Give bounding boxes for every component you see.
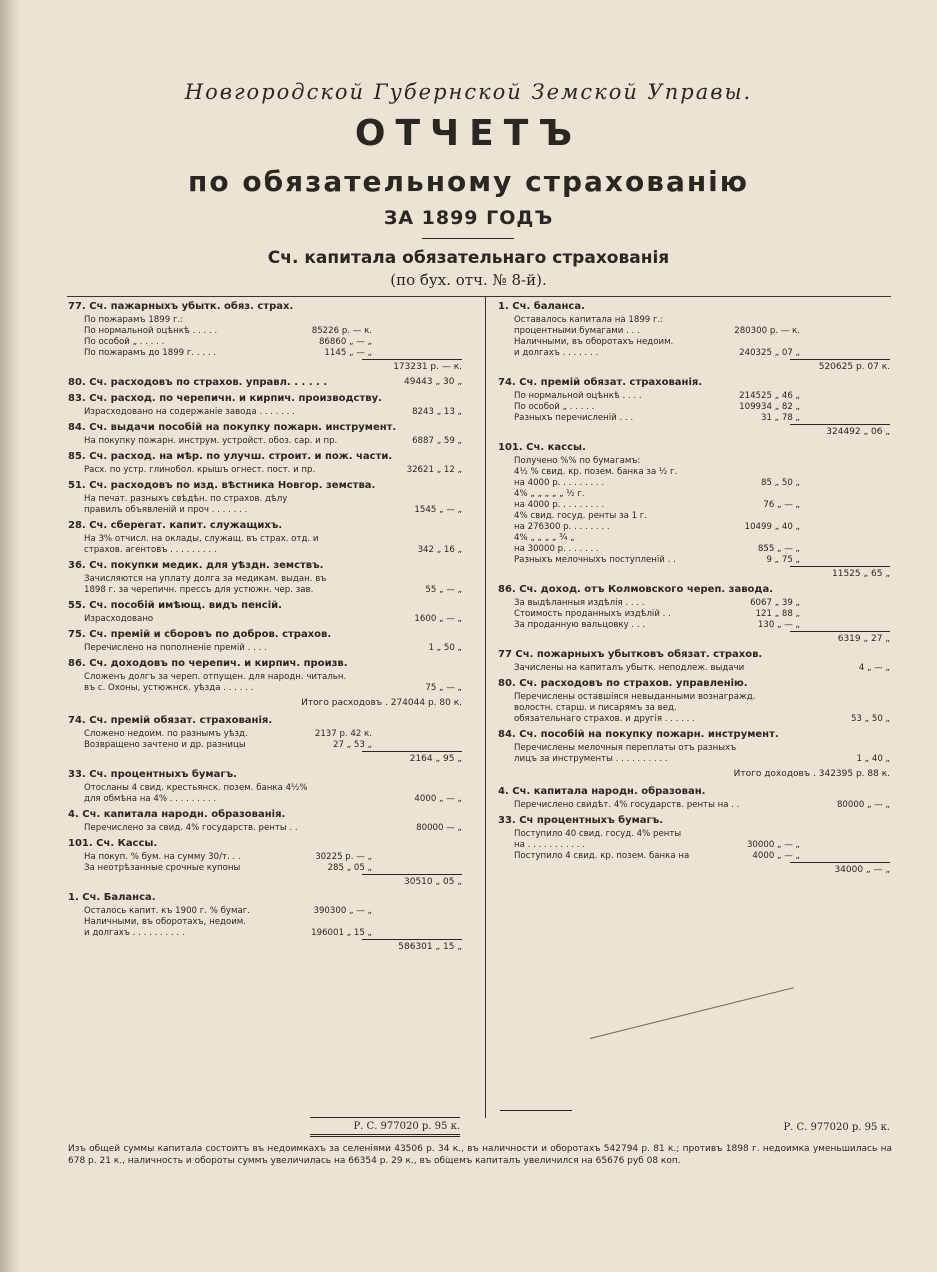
entry-amount: 280300 р. — к. bbox=[734, 326, 800, 336]
entry-line bbox=[68, 917, 462, 928]
entry-text: для обмѣна на 4% . . . . . . . . . bbox=[84, 794, 217, 804]
account-section bbox=[68, 628, 462, 654]
entry-line bbox=[498, 467, 890, 478]
entry-text: Оставалось капитала на 1899 г.: bbox=[514, 315, 664, 325]
entry-line bbox=[498, 391, 890, 402]
entry-text: Осталось капит. къ 1900 г. % бумаг. bbox=[84, 906, 251, 916]
entry-amount: 85 „ 50 „ bbox=[761, 478, 800, 488]
entry-amount: 1545 „ — „ bbox=[414, 505, 462, 515]
total-amount: 324492 „ 06 „ bbox=[826, 427, 890, 437]
account-title-text: 77. Сч. пажарныхъ убытк. обяз. страх. bbox=[68, 301, 294, 312]
section-total bbox=[68, 751, 462, 765]
account-title bbox=[68, 421, 462, 434]
account-title-text: 33. Сч. процентныхъ бумагъ. bbox=[68, 769, 237, 780]
entry-amount: 80000 — „ bbox=[416, 823, 462, 833]
entry-line bbox=[68, 614, 462, 625]
entry-text: 1898 г. за черепичн. прессъ для устюжн. чер. зав. bbox=[84, 585, 314, 595]
account-title bbox=[68, 837, 462, 850]
entry-line bbox=[498, 402, 890, 413]
account-title bbox=[68, 479, 462, 492]
total-amount: 34000 „ — „ bbox=[834, 865, 890, 875]
entry-line bbox=[498, 663, 890, 674]
entry-line bbox=[68, 740, 462, 751]
entry-line bbox=[498, 533, 890, 544]
total-amount: 586301 „ 15 „ bbox=[398, 942, 462, 952]
account-title bbox=[498, 648, 890, 661]
section-total bbox=[498, 631, 890, 645]
entry-line bbox=[498, 598, 890, 609]
entry-amount: 32621 „ 12 „ bbox=[406, 465, 462, 475]
entry-line bbox=[498, 511, 890, 522]
entry-line bbox=[498, 500, 890, 511]
account-title bbox=[498, 300, 890, 313]
entry-line bbox=[68, 545, 462, 556]
account-section bbox=[498, 677, 890, 725]
section-total bbox=[68, 874, 462, 888]
total-rule bbox=[790, 862, 890, 863]
account-title bbox=[498, 583, 890, 596]
entry-line bbox=[68, 436, 462, 447]
entry-text: По пожарамъ до 1899 г. . . . . bbox=[84, 348, 216, 358]
account-title bbox=[68, 300, 462, 313]
total-amount: 2164 „ 95 „ bbox=[409, 754, 462, 764]
subtotal-line: Итого доходовъ . 342395 р. 88 к. bbox=[733, 769, 890, 779]
account-section bbox=[68, 421, 462, 447]
section-total bbox=[68, 939, 462, 953]
section-total bbox=[498, 862, 890, 876]
entry-line bbox=[68, 465, 462, 476]
entry-line bbox=[498, 800, 890, 811]
entry-line bbox=[498, 609, 890, 620]
account-title-text: 75. Сч. премій и сборовъ по добров. страхов. bbox=[68, 629, 332, 640]
account-section bbox=[68, 450, 462, 476]
entry-text: За проданную вальцовку . . . bbox=[514, 620, 646, 630]
entry-line bbox=[68, 643, 462, 654]
account-title-text: 101. Сч. Кассы. bbox=[68, 838, 158, 849]
entry-amount: 1145 „ — „ bbox=[324, 348, 372, 358]
account-section bbox=[498, 583, 890, 645]
entry-text: По нормальной оцѣнкѣ . . . . bbox=[514, 391, 642, 401]
account-reference: (по бух. отч. № 8-й). bbox=[390, 271, 547, 289]
account-title-text: 85. Сч. расход. на мѣр. по улучш. строит. и пож. части. bbox=[68, 451, 393, 462]
entry-amount: 130 „ — „ bbox=[757, 620, 800, 630]
entry-line bbox=[68, 863, 462, 874]
entry-text: процентными бумагами . . . bbox=[514, 326, 640, 336]
account-section bbox=[68, 808, 462, 834]
total-rule bbox=[790, 359, 890, 360]
expense-column bbox=[68, 300, 462, 956]
entry-amount: 121 „ 88 „ bbox=[755, 609, 800, 619]
entry-line bbox=[68, 852, 462, 863]
entry-amount: 214525 „ 46 „ bbox=[739, 391, 800, 401]
entry-line bbox=[498, 315, 890, 326]
entry-line bbox=[68, 326, 462, 337]
entry-amount: 4000 „ — „ bbox=[414, 794, 462, 804]
entry-amount: 196001 „ 15 „ bbox=[311, 928, 372, 938]
entry-text: правилъ объявленій и проч . . . . . . . bbox=[84, 505, 248, 515]
entry-text: волостн. старш. и писарямъ за вед. bbox=[514, 703, 677, 713]
entry-text: Отосланы 4 свид. крестьянск. позем. банка 4½% bbox=[84, 783, 308, 793]
entry-amount: 55 „ — „ bbox=[425, 585, 462, 595]
entry-text: страхов. агентовъ . . . . . . . . . bbox=[84, 545, 217, 555]
entry-amount: 2137 р. 42 к. bbox=[314, 729, 372, 739]
entry-line bbox=[498, 348, 890, 359]
account-title-text: 28. Сч. сберегат. капит. служащихъ. bbox=[68, 520, 283, 531]
total-amount: 520625 р. 07 к. bbox=[818, 362, 890, 372]
account-title bbox=[498, 785, 890, 798]
total-amount: 173231 р. — к. bbox=[393, 362, 462, 372]
entry-line bbox=[68, 407, 462, 418]
entry-amount: 285 „ 05 „ bbox=[327, 863, 372, 873]
account-title bbox=[68, 808, 462, 821]
entry-amount: 6067 „ 39 „ bbox=[750, 598, 800, 608]
report-subtitle: по обязательному страхованію bbox=[188, 165, 749, 198]
account-title bbox=[68, 714, 462, 727]
cancel-line bbox=[590, 987, 794, 1039]
report-year: ЗА 1899 ГОДЪ bbox=[383, 207, 554, 229]
account-section bbox=[68, 714, 462, 765]
header-rule bbox=[422, 238, 514, 239]
right-grand-total: Р. С. 977020 р. 95 к. bbox=[783, 1122, 890, 1133]
entry-line bbox=[498, 489, 890, 500]
entry-text: Возвращено зачтено и др. разницы bbox=[84, 740, 246, 750]
entry-amount: 53 „ 50 „ bbox=[851, 714, 890, 724]
total-amount: 30510 „ 05 „ bbox=[404, 877, 462, 887]
entry-text: На 3% отчисл. на оклады, служащ. въ страх. отд. и bbox=[84, 534, 319, 544]
total-rule bbox=[362, 359, 462, 360]
entry-line bbox=[68, 906, 462, 917]
report-title: ОТЧЕТЪ bbox=[354, 113, 583, 154]
account-title-text: 77 Сч. пожарныхъ убытковъ обязат. страхов. bbox=[498, 649, 763, 660]
entry-line bbox=[498, 326, 890, 337]
total-rule bbox=[362, 939, 462, 940]
account-title-text: 4. Сч. капитала народн. образованія. bbox=[68, 809, 286, 820]
account-title bbox=[68, 891, 462, 904]
section-total bbox=[498, 566, 890, 580]
account-section bbox=[68, 768, 462, 805]
entry-text: Перечислены оставшіяся невыданными вознагражд. bbox=[514, 692, 756, 702]
entry-line bbox=[498, 478, 890, 489]
account-title bbox=[68, 450, 462, 463]
entry-amount: 10499 „ 40 „ bbox=[744, 522, 800, 532]
account-section bbox=[68, 300, 462, 373]
entry-amount: 6887 „ 59 „ bbox=[412, 436, 462, 446]
entry-text: на 4000 р. . . . . . . . . bbox=[514, 500, 605, 510]
account-section bbox=[68, 479, 462, 516]
account-title bbox=[68, 559, 462, 572]
account-section bbox=[498, 441, 890, 580]
entry-text: на . . . . . . . . . . . bbox=[514, 840, 585, 850]
entry-line bbox=[498, 743, 890, 754]
entry-line bbox=[498, 754, 890, 765]
total-rule bbox=[790, 631, 890, 632]
account-title-text: 4. Сч. капитала народн. образован. bbox=[498, 786, 706, 797]
account-title bbox=[68, 392, 462, 405]
entry-line bbox=[498, 544, 890, 555]
entry-text: Сложенъ долгъ за череп. отпущен. для народн. читальн. bbox=[84, 672, 347, 682]
entry-text: на 4000 р. . . . . . . . . bbox=[514, 478, 605, 488]
total-amount: 11525 „ 65 „ bbox=[832, 569, 890, 579]
account-title bbox=[498, 376, 890, 389]
entry-line bbox=[68, 315, 462, 326]
entry-amount: 85226 р. — к. bbox=[311, 326, 372, 336]
entry-line bbox=[498, 413, 890, 424]
account-title bbox=[498, 677, 890, 690]
entry-line bbox=[68, 672, 462, 683]
entry-line bbox=[498, 703, 890, 714]
entry-text: Поступило 4 свид. кр. позем. банка на bbox=[514, 851, 690, 861]
account-section bbox=[68, 657, 462, 694]
account-section bbox=[498, 300, 890, 373]
account-title bbox=[498, 814, 890, 827]
entry-amount: 30000 „ — „ bbox=[746, 840, 800, 850]
entry-text: Зачислены на капиталъ убытк. неподлеж. выдачи bbox=[514, 663, 745, 673]
entry-line bbox=[498, 851, 890, 862]
account-title bbox=[68, 628, 462, 641]
entry-amount: 80000 „ — „ bbox=[836, 800, 890, 810]
account-title bbox=[68, 657, 462, 670]
entry-amount: 27 „ 53 „ bbox=[333, 740, 372, 750]
account-title bbox=[68, 519, 462, 532]
entry-text: лицъ за инструменты . . . . . . . . . . bbox=[514, 754, 668, 764]
entry-text: На покупку пожарн. инструм. устройст. обоз. сар. и пр. bbox=[84, 436, 338, 446]
column-divider bbox=[485, 296, 486, 1118]
entry-text: на 30000 р. . . . . . . bbox=[514, 544, 599, 554]
entry-amount: 30225 р. — „ bbox=[315, 852, 372, 862]
account-title-text: 84. Сч. выдачи пособій на покупку пожарн. инструмент. bbox=[68, 422, 397, 433]
entry-text: Израсходовано bbox=[84, 614, 154, 624]
account-title-text: 86. Сч. доход. отъ Колмовского череп. завода. bbox=[498, 584, 774, 595]
total-rule bbox=[362, 751, 462, 752]
account-title-text: 80. Сч. расходовъ по страхов. управл. . . . . . bbox=[68, 377, 328, 388]
account-title-text: 74. Сч. премій обязат. страхованія. bbox=[68, 715, 273, 726]
footnote: Изъ общей суммы капитала состоитъ въ недоимкахъ за селеніями 43506 р. 34 к., въ наличности и оборотахъ 542794 р. 81 к.; противъ 1898 г. недоимка уменьшилась на 678 р. 21 к., наличность и обороты суммъ увеличилась на 66354 р. 29 к., въ общемъ капиталъ увеличился на 65676 руб 08 коп. bbox=[68, 1144, 892, 1166]
entry-text: Разныхъ перечисленій . . . bbox=[514, 413, 634, 423]
account-title-text: 1. Сч. баланса. bbox=[498, 301, 585, 312]
entry-text: Перечислено за свид. 4% государств. ренты . . bbox=[84, 823, 298, 833]
account-title bbox=[498, 728, 890, 741]
entry-line bbox=[68, 683, 462, 694]
entry-amount: 855 „ — „ bbox=[757, 544, 800, 554]
left-grand-total: Р. С. 977020 р. 95 к. bbox=[310, 1117, 460, 1137]
entry-text: Наличными, въ оборотахъ недоим. bbox=[514, 337, 674, 347]
entry-text: Израсходовано на содержаніе завода . . . . . . . bbox=[84, 407, 295, 417]
total-rule bbox=[362, 874, 462, 875]
entry-text: 4% „ „ „ „ ¾ „ bbox=[514, 533, 575, 543]
account-section bbox=[68, 519, 462, 556]
entry-line bbox=[498, 555, 890, 566]
subtotal-line: Итого расходовъ . 274044 р. 80 к. bbox=[301, 698, 462, 708]
entry-text: обязательнаго страхов. и другія . . . . . . bbox=[514, 714, 695, 724]
entry-line bbox=[68, 574, 462, 585]
entry-text: въ с. Охоны, устюжнск. уѣзда . . . . . . bbox=[84, 683, 254, 693]
entry-amount: 8243 „ 13 „ bbox=[412, 407, 462, 417]
account-title: Сч. капитала обязательнаго страхованія bbox=[267, 248, 670, 268]
total-rule bbox=[790, 566, 890, 567]
account-title-amount: 49443 „ 30 „ bbox=[404, 377, 462, 387]
account-title-text: 83. Сч. расход. по черепичн. и кирпич. производству. bbox=[68, 393, 382, 404]
account-title-text: 33. Сч процентныхъ бумагъ. bbox=[498, 815, 664, 826]
right-foot-rule bbox=[500, 1110, 572, 1111]
account-section bbox=[68, 891, 462, 953]
entry-line bbox=[498, 840, 890, 851]
entry-text: 4% свид. госуд. ренты за 1 г. bbox=[514, 511, 648, 521]
account-title-text: 51. Сч. расходовъ по изд. вѣстника Новгор. земства. bbox=[68, 480, 376, 491]
entry-text: Сложено недоим. по разнымъ уѣзд. bbox=[84, 729, 248, 739]
entry-amount: 4 „ — „ bbox=[858, 663, 890, 673]
entry-line bbox=[68, 794, 462, 805]
income-column bbox=[498, 300, 890, 879]
account-title-text: 101. Сч. кассы. bbox=[498, 442, 586, 453]
issuer-line: Новгородской Губернской Земской Управы. bbox=[184, 80, 753, 104]
account-section bbox=[498, 728, 890, 765]
entry-text: За выдѣланныя издѣлія . . . . bbox=[514, 598, 645, 608]
total-amount: 6319 „ 27 „ bbox=[837, 634, 890, 644]
entry-amount: 1 „ 40 „ bbox=[856, 754, 890, 764]
entry-text: 4% „ „ „ „ „ ½ г. bbox=[514, 489, 585, 499]
account-section bbox=[68, 559, 462, 596]
entry-text: На покуп. % бум. на сумму 30/т. . . bbox=[84, 852, 241, 862]
entry-amount: 86860 „ — „ bbox=[318, 337, 372, 347]
account-section bbox=[498, 376, 890, 438]
entry-text: и долгахъ . . . . . . . bbox=[514, 348, 599, 358]
account-section bbox=[68, 392, 462, 418]
entry-text: По нормальной оцѣнкѣ . . . . . bbox=[84, 326, 218, 336]
entry-text: Расх. по устр. глинобол. крышъ огнест. пост. и пр. bbox=[84, 465, 316, 475]
entry-text: Разныхъ мелочныхъ поступленій . . bbox=[514, 555, 676, 565]
entry-amount: 240325 „ 07 „ bbox=[739, 348, 800, 358]
entry-line bbox=[68, 505, 462, 516]
table-top-rule bbox=[67, 296, 891, 297]
entry-text: 4½ % свид. кр. позем. банка за ½ г. bbox=[514, 467, 678, 477]
entry-line bbox=[68, 348, 462, 359]
entry-amount: 390300 „ — „ bbox=[313, 906, 372, 916]
account-title-text: 36. Сч. покупки медик. для уѣздн. земствъ. bbox=[68, 560, 324, 571]
account-section bbox=[498, 814, 890, 876]
entry-text: Наличными, въ оборотахъ, недоим. bbox=[84, 917, 247, 927]
entry-text: По особой „ . . . . . bbox=[514, 402, 595, 412]
account-section bbox=[498, 648, 890, 674]
entry-text: Стоимость проданныхъ издѣлій . . bbox=[514, 609, 671, 619]
account-title bbox=[68, 768, 462, 781]
entry-line bbox=[68, 585, 462, 596]
entry-amount: 76 „ — „ bbox=[763, 500, 800, 510]
entry-text: По пожарамъ 1899 г.: bbox=[84, 315, 184, 325]
entry-line bbox=[68, 337, 462, 348]
entry-text: Перечислено на пополненіе премій . . . . bbox=[84, 643, 267, 653]
entry-amount: 75 „ — „ bbox=[425, 683, 462, 693]
entry-text: Поступило 40 свид. госуд. 4% ренты bbox=[514, 829, 682, 839]
entry-text: Получено %% по бумагамъ: bbox=[514, 456, 641, 466]
entry-line bbox=[498, 692, 890, 703]
entry-line bbox=[68, 823, 462, 834]
entry-line bbox=[68, 928, 462, 939]
account-title bbox=[68, 376, 462, 389]
section-total bbox=[68, 359, 462, 373]
account-section bbox=[68, 599, 462, 625]
account-section bbox=[68, 376, 462, 389]
entry-text: Перечислено свидѣт. 4% государств. ренты на . . bbox=[514, 800, 740, 810]
account-title-text: 74. Сч. премій обязат. страхованія. bbox=[498, 377, 703, 388]
entry-line bbox=[68, 534, 462, 545]
entry-amount: 342 „ 16 „ bbox=[417, 545, 462, 555]
entry-text: Зачисляются на уплату долга за медикам. выдан. въ bbox=[84, 574, 327, 584]
entry-line bbox=[68, 729, 462, 740]
account-title bbox=[68, 599, 462, 612]
entry-text: По особой „ . . . . . bbox=[84, 337, 165, 347]
total-rule bbox=[790, 424, 890, 425]
entry-amount: 1 „ 50 „ bbox=[428, 643, 462, 653]
account-title-text: 1. Сч. Баланса. bbox=[68, 892, 156, 903]
account-title bbox=[498, 441, 890, 454]
account-title-text: 55. Сч. пособій имѣющ. видъ пенсій. bbox=[68, 600, 282, 611]
section-total bbox=[498, 359, 890, 373]
entry-text: Перечислены мелочныя переплаты отъ разныхъ bbox=[514, 743, 737, 753]
entry-amount: 1600 „ — „ bbox=[414, 614, 462, 624]
entry-line bbox=[498, 337, 890, 348]
entry-amount: 9 „ 75 „ bbox=[766, 555, 800, 565]
entry-text: на 276300 р. . . . . . . . bbox=[514, 522, 610, 532]
entry-text: и долгахъ . . . . . . . . . . bbox=[84, 928, 185, 938]
entry-line bbox=[498, 620, 890, 631]
entry-line bbox=[498, 829, 890, 840]
entry-amount: 4000 „ — „ bbox=[752, 851, 800, 861]
entry-text: На печат. разныхъ свѣдѣн. по страхов. дѣлу bbox=[84, 494, 288, 504]
entry-amount: 31 „ 78 „ bbox=[761, 413, 800, 423]
entry-line bbox=[498, 714, 890, 725]
account-title-text: 86. Сч. доходовъ по черепич. и кирпич. произв. bbox=[68, 658, 348, 669]
entry-line bbox=[498, 456, 890, 467]
account-title-text: 84. Сч. пособій на покупку пожарн. инструмент. bbox=[498, 729, 779, 740]
account-section bbox=[498, 785, 890, 811]
entry-line bbox=[68, 783, 462, 794]
entry-amount: 109934 „ 82 „ bbox=[739, 402, 800, 412]
entry-text: За неотрѣзанные срочные купоны bbox=[84, 863, 241, 873]
section-total bbox=[498, 424, 890, 438]
account-section bbox=[68, 837, 462, 888]
account-title-text: 80. Сч. расходовъ по страхов. управленію. bbox=[498, 678, 748, 689]
entry-line bbox=[498, 522, 890, 533]
entry-line bbox=[68, 494, 462, 505]
